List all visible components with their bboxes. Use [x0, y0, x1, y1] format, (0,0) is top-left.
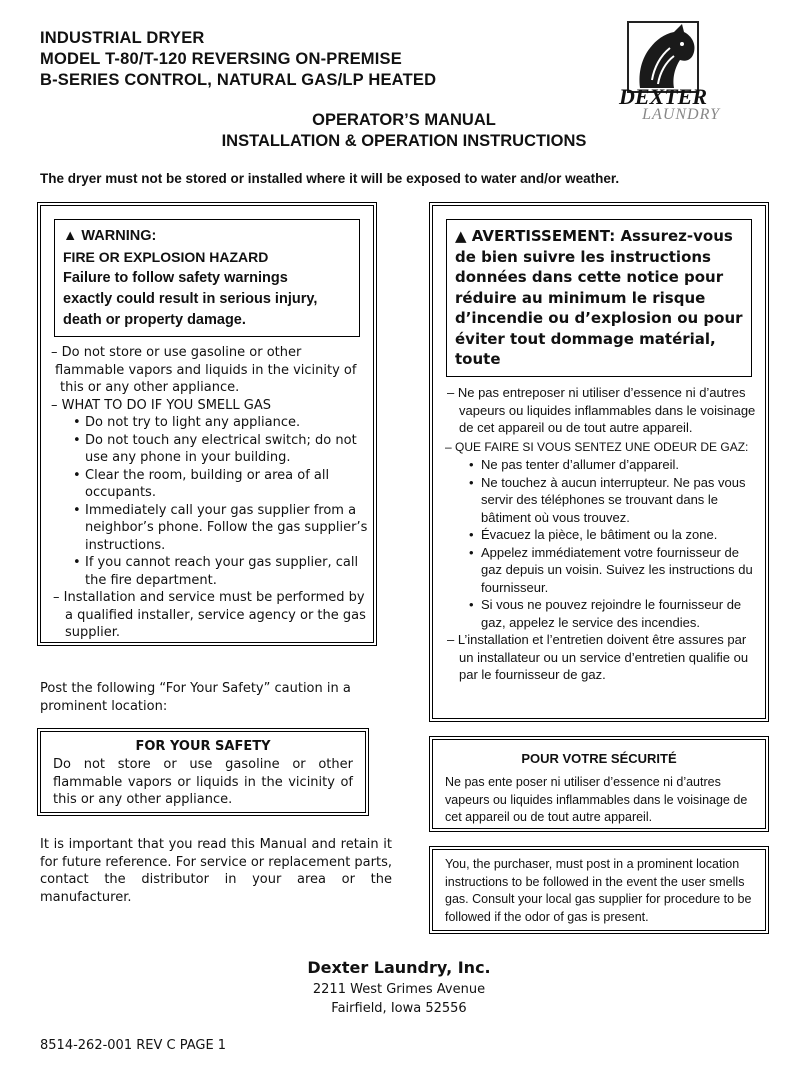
list-item: • If you cannot reach your gas supplier, call the fire department. [73, 555, 359, 588]
warning-box-fr [429, 202, 769, 722]
list-item: • Appelez immédiatement votre fournisseur de gaz depuis un voisin. Suivez les instructions du fournisseur. [469, 544, 753, 595]
warning-item: this or any other appliance. [60, 380, 240, 395]
warning-item: – QUE FAIRE SI VOUS SENTEZ UNE ODEUR DE GAZ: [445, 439, 749, 454]
document-header [40, 28, 436, 91]
warning-line-3: death or property damage. [63, 312, 246, 328]
list-item: • Do not touch any electrical switch; do not use any phone in your building. [73, 432, 357, 465]
warning-item: – Ne pas entreposer ni utiliser d’essence ni d’autres vapeurs ou liquides inflammables dans le voisinage de cet appareil ou de tout autre appareil. [447, 385, 756, 435]
warning-title-fr: AVERTISSEMENT: Assurez-vous de bien suivre les instructions données dans cette notice pour réduire au minimum le risque d’incendie ou d’explosion ou pour éviter tout dommage matérial, toute [455, 227, 743, 368]
manual-title [0, 110, 808, 152]
safety-body-fr: Ne pas ente poser ni utiliser d’essence ni d’autres vapeurs ou liquides inflammables dans le voisinage de cet appareil ou de tout autre appareil. [445, 775, 748, 824]
warning-title-en: WARNING: [81, 228, 157, 244]
page-footer: 8514-262-001 REV C PAGE 1 [40, 1038, 227, 1053]
safety-box-fr [429, 736, 769, 832]
install-note-en: – Installation and service must be performed by a qualified installer, service agency or the gas supplier. [53, 590, 366, 640]
warning-box-en [37, 202, 377, 646]
warning-list-en [51, 344, 369, 642]
safety-title-fr: POUR VOTRE SÉCURITÉ [521, 751, 677, 766]
company-city: Fairfield, Iowa 52556 [331, 1001, 467, 1016]
manual-title-line-2: INSTALLATION & OPERATION INSTRUCTIONS [221, 132, 587, 150]
company-street: 2211 West Grimes Avenue [312, 982, 486, 997]
logo-brand-bottom: LAUNDRY [642, 106, 720, 123]
warning-item: – Do not store or use gasoline or other [51, 345, 302, 360]
safety-title-en: FOR YOUR SAFETY [135, 739, 271, 754]
list-item: • Immediately call your gas supplier from a neighbor’s phone. Follow the gas supplier’s instructions. [73, 502, 368, 553]
post-caution-note: Post the following “For Your Safety” caution in a prominent location: [40, 681, 351, 714]
hazard-title: FIRE OR EXPLOSION HAZARD [63, 249, 269, 265]
manual-title-line-1: OPERATOR’S MANUAL [312, 111, 496, 129]
company-name: Dexter Laundry, Inc. [307, 958, 491, 977]
list-item: • Ne pas tenter d’allumer d’appareil. [469, 457, 679, 472]
safety-body-en: Do not store or use gasoline or other flammable vapors or liquids in the vicinity of this or any other appliance. [53, 757, 353, 807]
list-item: • Do not try to light any appliance. [73, 415, 301, 430]
warning-header-en [54, 219, 360, 337]
header-line-1: INDUSTRIAL DRYER [40, 29, 205, 47]
list-item: • Évacuez la pièce, le bâtiment ou la zone. [469, 527, 718, 542]
safety-box-en [37, 728, 369, 816]
install-note-fr: – L’installation et l’entretien doivent être assures par un installateur ou un service d’entretien qualifie ou par le fournisseur de gaz. [447, 632, 749, 682]
storage-notice: The dryer must not be stored or installed where it will be exposed to water and/or weather. [40, 171, 620, 186]
header-line-3: B-SERIES CONTROL, NATURAL GAS/LP HEATED [40, 71, 437, 89]
list-item: • Si vous ne pouvez rejoindre le fournisseur de gaz, appelez le service des incendies. [469, 597, 742, 630]
warning-triangle-icon: ▲ [455, 227, 472, 245]
warning-line-2: exactly could result in serious injury, [63, 291, 318, 307]
purchaser-note: You, the purchaser, must post in a prominent location instructions to be followed in the event the user smells gas. Consult your local gas supplier for procedure to be followed if the odor of gas is present. [445, 857, 752, 924]
list-item: • Ne touchez à aucun interrupteur. Ne pas vous servir des téléphones se trouvant dans le bâtiment où vous trouvez. [469, 474, 746, 525]
warning-header-fr [446, 219, 752, 377]
logo-brand-top: DEXTER [618, 84, 708, 109]
warning-item: flammable vapors and liquids in the vicinity of [55, 362, 357, 378]
company-address [0, 956, 798, 1018]
warning-triangle-icon: ▲ [63, 228, 78, 244]
warning-item: – WHAT TO DO IF YOU SMELL GAS [51, 397, 271, 413]
header-line-2: MODEL T-80/T-120 REVERSING ON-PREMISE [40, 50, 402, 68]
warning-list-fr [445, 384, 763, 684]
retain-manual-note: It is important that you read this Manual and retain it for future reference. For service or replacement parts, contact the distributor in your area or the manufacturer. [40, 837, 392, 905]
warning-line-1: Failure to follow safety warnings [63, 270, 288, 286]
list-item: • Clear the room, building or area of all occupants. [73, 467, 330, 500]
purchaser-note-box [429, 846, 769, 934]
